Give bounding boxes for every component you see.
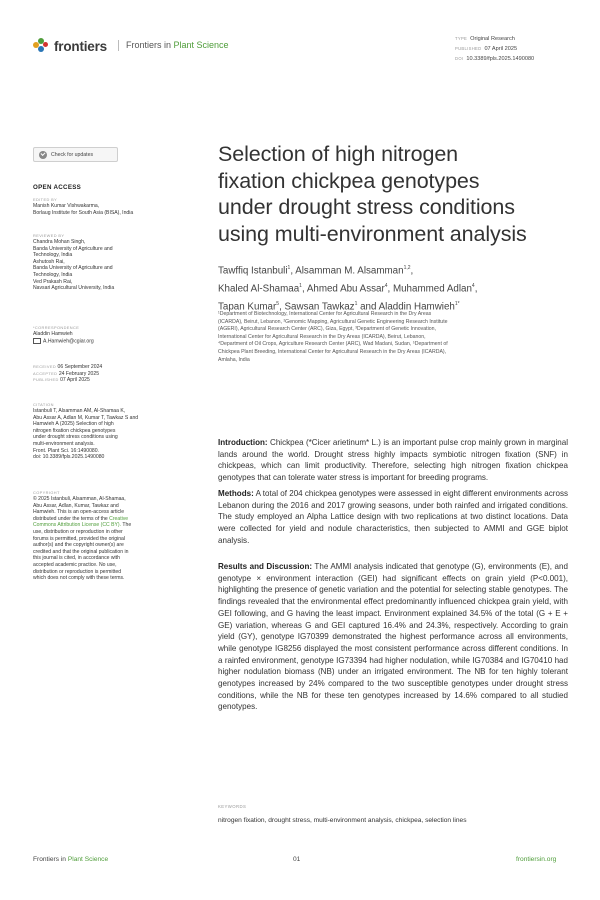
license-link[interactable]: Commons Attribution License (CC BY). xyxy=(33,522,122,529)
affiliation-marker: 1,2 xyxy=(403,265,411,271)
citation-label: CITATION xyxy=(33,402,54,407)
title-line: using multi-environment analysis xyxy=(218,221,527,246)
affiliation-marker: 4 xyxy=(384,283,388,290)
copyright-line: this journal is cited, in accordance with xyxy=(33,555,120,562)
copyright-line: use, distribution or reproduction in other xyxy=(33,528,123,535)
reviewer-line: Ved Prakash Rai, xyxy=(33,278,73,285)
check-updates-icon xyxy=(39,151,47,159)
received-label: RECEIVED xyxy=(33,364,57,369)
author-name[interactable]: , Ahmed Abu Assar xyxy=(301,283,385,295)
article-title xyxy=(218,141,568,247)
keywords-list: nitrogen fixation, drought stress, multi-environment analysis, chickpea, selection lines xyxy=(218,817,467,824)
logo-wordmark: frontiers xyxy=(54,38,107,54)
email-icon xyxy=(33,338,41,344)
copyright-line: © 2025 Istanbuli, Alsamman, Al-Shamaa, xyxy=(33,496,126,502)
author-list: Tawffiq Istanbuli$^1$, Alsamman M. Alsamman$^{1,2}$, Khaled Al-Shamaa$^1$, Ahmed Abu Assar$^4$, Muhammed Adlan$^4$, Tapan Kumar$^5$, Sawsan Tawkaz$^1$ and Aladdin Hamwieh$^{1*}$ xyxy=(218,265,478,313)
reviewer-line: Chandra Mohan Singh, xyxy=(33,239,86,245)
affiliation-marker: 1 xyxy=(354,301,358,308)
type-value: Original Research xyxy=(470,36,515,42)
frontiers-logo-icon xyxy=(33,38,49,54)
citation-line: Istanbuli T, Alsamman AM, Al-Shamaa K, xyxy=(33,408,126,414)
doi-label: DOI xyxy=(455,56,464,61)
section-text: The AMMI analysis indicated that genotype (G), environments (E), and genotype × environment interaction (GEI) had significant effects on grain yield (P<0.001), highlighting the presence of genetic variation and the potential for selecting stable genotypes. The findings revealed that the environmental effect predominantly influenced chickpea grain yield, with GEI following, and G having the least impact. Environment explained 34.5% of the total (G + E + GE) variation, whereas G and GEI captured 16.4% and 24.3%, respectively. According to grain yield (GY), genotype IG70399 demonstrated the highest performance across all environments, while genotype IG8256 displayed the most consistent performance across different conditions. In a rainfed environment, genotype IG73394 had higher nodulation, while IG70384 and IG70410 had higher nodulation biomass (NB) under an irrigated environment. The NB for ten highly tolerant genotypes increased by 24% compared to the two susceptible genotypes under drought stress conditions, while the NB for these ten genotypes increased by 14.6% compared to all studied genotypes. xyxy=(218,562,568,712)
copyright-line: distribution or reproduction is permitted xyxy=(33,568,122,575)
published-label: PUBLISHED xyxy=(33,377,59,383)
copyright-line: credited and that the original publication in xyxy=(33,548,129,555)
correspondence-email[interactable]: A.Hamwieh@cgiar.org xyxy=(43,337,94,344)
copyright-label: COPYRIGHT xyxy=(33,490,60,495)
keywords-label: KEYWORDS xyxy=(218,804,247,809)
check-updates-button[interactable] xyxy=(33,147,118,162)
affiliation-line: Amlaha, India xyxy=(218,356,250,363)
affiliation-line: ⁴Department of Oil Crops, Agriculture Research Center (ARC), Wad Madani, Sudan, ⁵Department of xyxy=(218,341,448,348)
published-label: PUBLISHED xyxy=(455,46,482,51)
type-label: TYPE xyxy=(455,36,468,41)
abstract-introduction xyxy=(218,437,568,484)
affiliation-line: ¹Department of Biotechnology, International Center for Agricultural Research in the Dry Areas xyxy=(218,311,432,317)
title-line: fixation chickpea genotypes xyxy=(218,168,480,193)
section-text: A total of 204 chickpea genotypes were assessed in eight different environments across Lebanon during the 2016 and 2017 growing seasons, under both rainfed and irrigated conditions. The study employed an Alpha Lattice design with two replications at two distinct locations. Data were collected for yield and nodule characteristics, then subjected to AMMI and GGE biplot analysis. xyxy=(218,489,568,545)
author-name[interactable]: Tapan Kumar xyxy=(218,301,277,313)
reviewed-by-section xyxy=(33,233,185,292)
citation-line: Abu Assar A, Adlan M, Kumar T, Tawkaz S and xyxy=(33,414,139,421)
section-text: Chickpea (*Cicer arietinum* L.) is an important pulse crop mainly grown in marginal lands around the world. Drought stress highly impacts symbiotic nitrogen fixation (SNF) in chickpeas, which can limit productivity. Therefore, selecting high nitrogen fixation chickpea genotypes that can tolerate water stress is important for breeding programs. xyxy=(218,438,568,483)
dates-section xyxy=(33,364,185,384)
author-name[interactable]: Tawffiq Istanbuli xyxy=(218,265,288,277)
citation-line: nitrogen fixation chickpea genotypes xyxy=(33,427,116,434)
title-line: Selection of high nitrogen xyxy=(218,142,459,166)
affiliation-marker: 1* xyxy=(454,301,460,308)
journal-title: Plant Science xyxy=(173,40,229,50)
abstract-methods xyxy=(218,488,568,547)
author-name[interactable]: Khaled Al-Shamaa xyxy=(218,283,300,295)
footer-journal-name: Plant Science xyxy=(67,856,109,863)
published-value: 07 April 2025 xyxy=(484,46,518,52)
article-meta xyxy=(455,34,534,64)
author-name[interactable]: , Alsamman M. Alsamman xyxy=(290,265,404,277)
affiliation-marker: 4 xyxy=(471,283,475,290)
edited-by-label: EDITED BY xyxy=(33,197,58,202)
copyright-section xyxy=(33,490,185,582)
copyright-text: distributed under the terms of the xyxy=(33,515,110,522)
open-access-label: OPEN ACCESS xyxy=(33,184,82,191)
received-date: 06 September 2024 xyxy=(57,364,103,370)
reviewer-line: Navsari Agricultural University, India xyxy=(33,285,115,292)
copyright-line: forums is permitted, provided the original xyxy=(33,535,126,542)
copyright-line: Abu Assar, Adlan, Kumar, Tawkaz and xyxy=(33,502,119,509)
affiliation-line: (ICARDA), Beirut, Lebanon, ²Genomic Mapping, Agricultural Genetic Engineering Research Institute xyxy=(218,318,448,325)
citation-line: Front. Plant Sci. 16:1490080. xyxy=(33,447,99,454)
reviewed-by-label: REVIEWED BY xyxy=(33,233,65,238)
reviewer-line: Banda University of Agriculture and xyxy=(33,265,113,272)
frontiers-logo[interactable] xyxy=(33,38,107,54)
copyright-text: The xyxy=(121,522,132,529)
section-label: Methods: xyxy=(218,489,254,498)
copyright-line: author(s) and the copyright owner(s) are xyxy=(33,542,124,549)
copyright-line: accepted academic practice. No use, xyxy=(33,561,117,568)
accepted-label: ACCEPTED xyxy=(33,370,58,376)
citation-line: multi-environment analysis. xyxy=(33,440,95,447)
license-link[interactable]: Creative xyxy=(109,515,129,522)
title-line: under drought stress conditions xyxy=(218,195,515,219)
citation-line: under drought stress conditions using xyxy=(33,434,118,441)
affiliation-line: International Center for Agricultural Research in the Dry Areas (ICARDA), Beirut, Lebanon, xyxy=(218,333,426,340)
author-name[interactable]: , Sawsan Tawkaz xyxy=(279,301,355,313)
edited-by-section xyxy=(33,197,185,216)
editor-line: Borlaug Institute for South Asia (BISA), India xyxy=(33,209,134,216)
journal-prefix: Frontiers in xyxy=(126,40,172,50)
footer-site-link[interactable]: frontiersin.org xyxy=(516,856,557,863)
affiliation-marker: 5 xyxy=(276,301,280,308)
copyright-line: which does not comply with these terms. xyxy=(33,575,125,582)
affiliation-marker: 1 xyxy=(287,265,291,271)
citation-section xyxy=(33,402,185,461)
journal-name[interactable] xyxy=(118,40,229,51)
affiliation-line: (AGERI), Agricultural Research Center (ARC), Giza, Egypt, ³Department of Genetic Innovation, xyxy=(218,326,436,333)
affiliation-marker: 1 xyxy=(299,283,302,290)
reviewer-line: Technology, India xyxy=(33,271,73,278)
abstract-results xyxy=(218,561,568,713)
check-updates-label: Check for updates xyxy=(51,151,94,158)
citation-line: Hamwieh A (2025) Selection of high xyxy=(33,421,114,428)
copyright-line: Hamwieh. This is an open-access article xyxy=(33,509,125,516)
affiliation-line: Chickpea Plant Breeding, International Center for Agricultural Research in the Dry Areas (ICARDA), xyxy=(218,348,447,355)
footer-journal[interactable] xyxy=(33,856,108,863)
section-label: Introduction: xyxy=(218,438,268,447)
published-date: 07 April 2025 xyxy=(60,377,90,384)
doi-value[interactable]: 10.3389/fpls.2025.1490080 xyxy=(466,56,535,62)
correspondence-name: Aladdin Hamwieh xyxy=(33,331,73,337)
correspondence-section xyxy=(33,325,185,345)
correspondence-label: *CORRESPONDENCE xyxy=(33,325,80,330)
author-name[interactable]: , Muhammed Adlan xyxy=(387,283,472,295)
section-label: Results and Discussion: xyxy=(218,562,313,571)
editor-line: Manish Kumar Vishwakarma, xyxy=(33,203,100,209)
page-number: 01 xyxy=(293,856,301,863)
affiliations xyxy=(218,311,570,364)
accepted-date: 24 February 2025 xyxy=(58,370,100,377)
footer-prefix: Frontiers in xyxy=(33,856,66,863)
reviewer-line: Banda University of Agriculture and xyxy=(33,245,113,252)
reviewer-line: Ashutosh Rai, xyxy=(33,258,65,265)
author-name[interactable]: and Aladdin Hamwieh xyxy=(357,301,455,313)
reviewer-line: Technology, India xyxy=(33,252,73,259)
citation-line[interactable]: doi: 10.3389/fpls.2025.1490080 xyxy=(33,454,105,461)
